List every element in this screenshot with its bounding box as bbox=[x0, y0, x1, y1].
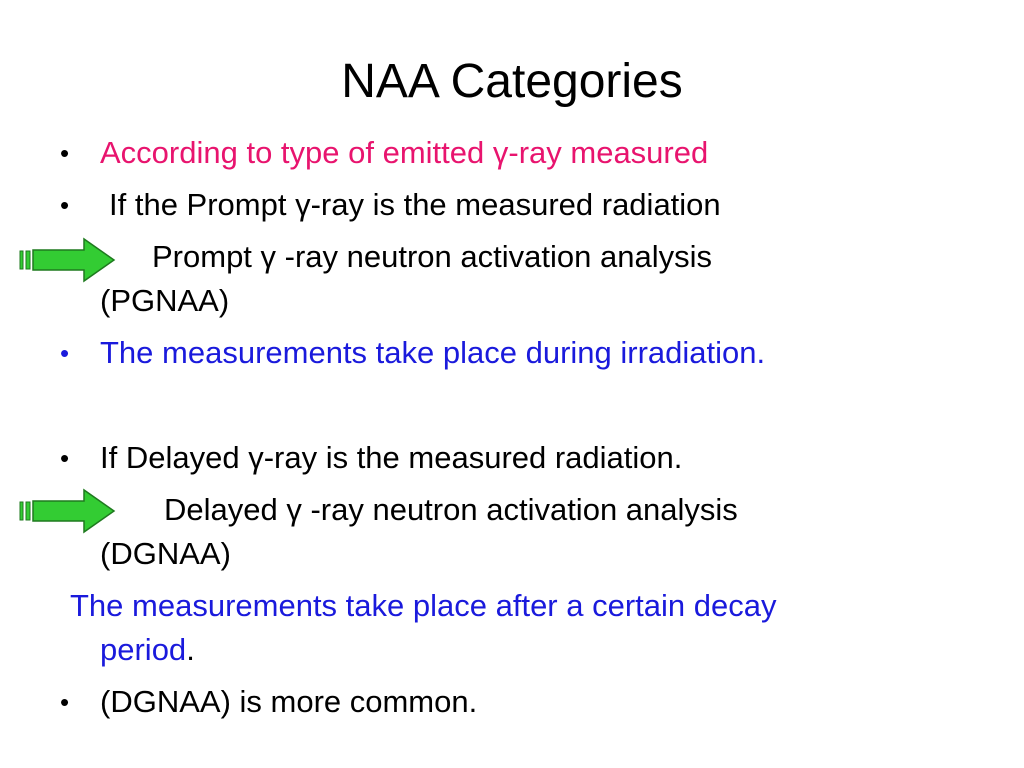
pgnaa-abbreviation: (PGNAA) bbox=[100, 283, 230, 318]
dgnaa-abbreviation: (DGNAA) bbox=[100, 536, 231, 571]
bullet-delayed-measured: If Delayed γ-ray is the measured radiation. bbox=[100, 440, 683, 475]
bullet-prompt-measured: If the Prompt γ-ray is the measured radiation bbox=[109, 187, 721, 222]
pgnaa-definition: Prompt γ -ray neutron activation analysis bbox=[152, 239, 712, 274]
after-decay-continuation bbox=[100, 631, 195, 669]
right-arrow-icon bbox=[18, 488, 116, 534]
bullet-dot: • bbox=[60, 338, 70, 368]
bullet-according-to-type: According to type of emitted γ-ray measured bbox=[100, 135, 709, 170]
dgnaa-definition: Delayed γ -ray neutron activation analysis bbox=[164, 492, 738, 527]
bullet-dot: • bbox=[60, 190, 70, 220]
period-dot: . bbox=[186, 632, 195, 667]
bullet-dot: • bbox=[60, 687, 70, 717]
after-decay-line: The measurements take place after a certain decay bbox=[70, 588, 777, 623]
bullet-dot: • bbox=[60, 138, 70, 168]
bullet-dot: • bbox=[60, 443, 70, 473]
period-word: period bbox=[100, 632, 187, 667]
bullet-dgnaa-common: (DGNAA) is more common. bbox=[100, 684, 478, 719]
right-arrow-icon bbox=[18, 237, 116, 283]
slide-title: NAA Categories bbox=[341, 55, 683, 108]
bullet-during-irradiation: The measurements take place during irradiation. bbox=[100, 335, 766, 370]
